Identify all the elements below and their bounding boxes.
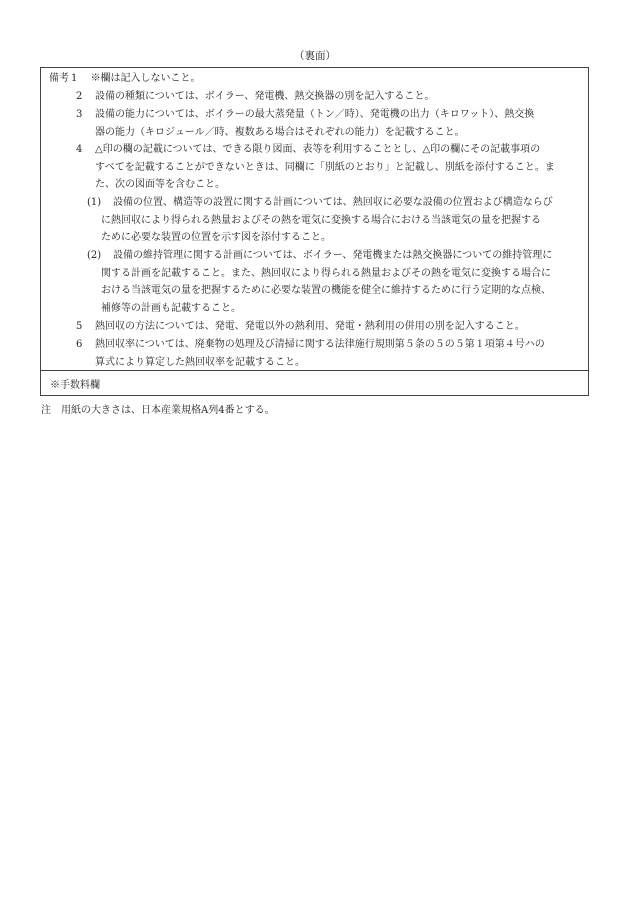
remark-number: 2: [76, 91, 83, 102]
subitem-line: 設備の位置、構造等の設置に関する計画については、熱回収に必要な設備の位置および構造ならび: [113, 197, 553, 208]
remark-number: 3: [76, 109, 83, 120]
remark-number: 5: [76, 321, 83, 332]
remarks-section: [41, 68, 588, 371]
fee-field-label: ※手数料欄: [50, 380, 100, 391]
remark-line: 設備の種類については、ボイラー、発電機、熱交換器の別を記入すること。: [95, 91, 435, 102]
subitem-line: 関する計画を記載すること。また、熱回収により得られる熱量およびその熱を電気に変換する場合に: [101, 267, 551, 279]
remark-line: すべてを記載することができないときは、同欄に「別紙のとおり」と記載し、別紙を添付すること。ま: [95, 161, 555, 173]
remark-line: 算式により算定した熱回収率を記載すること。: [95, 356, 305, 368]
paper-size-note: 注 用紙の大きさは、日本産業規格A列4番とする。: [41, 405, 275, 416]
remark-line: た、次の図面等を含むこと。: [95, 179, 225, 190]
remark-item-1: [49, 70, 201, 88]
subitem-line: おける当該電気の量を把握するために必要な装置の機能を健全に維持するために行う定期的な点検、: [101, 285, 551, 296]
subitem-number: (2): [87, 250, 102, 261]
page-heading: （裏面）: [294, 50, 336, 62]
subitem-number: (1): [87, 197, 102, 208]
remark-line: 器の能力（キロジュール／時、複数ある場合はそれぞれの能力）を記載すること。: [95, 126, 465, 138]
remark-line: ※欄は記入しないこと。: [90, 73, 201, 84]
remark-number: 1: [71, 73, 78, 84]
remark-line: 熱回収率については、廃棄物の処理及び清掃に関する法律施行規則第５条の５の５第１項第４号ハの: [95, 339, 545, 350]
remark-line: 熱回収の方法については、発電、発電以外の熱利用、発電・熱利用の併用の別を記入すること。: [95, 321, 525, 332]
remark-line: △印の欄の記載については、できる限り図面、表等を利用することとし、△印の欄にその記載事項の: [95, 144, 541, 155]
subitem-line: ために必要な装置の位置を示す図を添付すること。: [101, 232, 331, 243]
subitem-line: 補修等の計画も記載すること。: [101, 302, 241, 314]
remarks-label: 備考: [49, 73, 69, 84]
remarks-box: [40, 67, 589, 396]
remark-number: 6: [76, 339, 83, 350]
subitem-line: に熱回収により得られる熱量およびその熱を電気に変換する場合における当該電気の量を把握する: [101, 214, 541, 226]
fee-field-row: [41, 371, 588, 395]
remark-line: 設備の能力については、ボイラーの最大蒸発量（トン／時）、発電機の出力（キロワット）、熱交換: [95, 109, 535, 120]
remark-number: 4: [76, 144, 83, 155]
subitem-line: 設備の維持管理に関する計画については、ボイラー、発電機または熱交換器についての維持管理に: [113, 250, 553, 261]
